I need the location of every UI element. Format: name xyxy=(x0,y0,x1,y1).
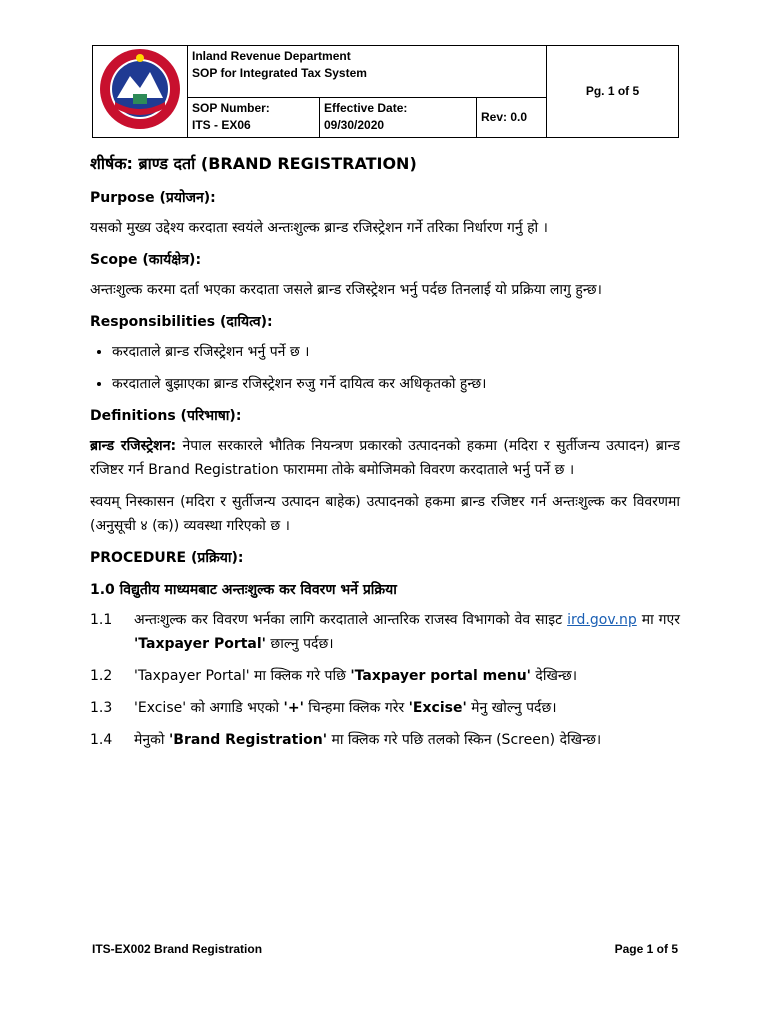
nepal-emblem-logo xyxy=(97,46,183,132)
purpose-text: यसको मुख्य उद्देश्य करदाता स्वयंले अन्तःशुल्क ब्रान्ड रजिस्ट्रेशन गर्ने तरिका निर्धारण गर्नु हो । xyxy=(90,220,548,236)
step-number: 1.3 xyxy=(90,700,113,716)
step-bold-text: 'Excise' xyxy=(408,700,467,716)
scope-heading: Scope (कार्यक्षेत्र): xyxy=(90,252,202,268)
document-title xyxy=(90,152,680,176)
sop-header-table xyxy=(92,45,679,138)
definition-text-1: नेपाल सरकारले भौतिक नियन्त्रण प्रकारको उत्पादनको हकमा (मदिरा र सुर्तीजन्य उत्पादन) ब्रान्ड रजिष्टर गर्न Brand Registration फाराममा तोके बमोजिमको विवरण करदाताले भर्नु पर्ने छ । xyxy=(90,438,680,478)
page-footer xyxy=(92,942,678,956)
definition-term: ब्रान्ड रजिस्ट्रेशन: xyxy=(90,438,177,454)
title-english: (BRAND REGISTRATION) xyxy=(200,154,417,173)
step-text xyxy=(134,696,680,720)
step-text-part: 'Excise' को अगाडि भएको xyxy=(134,700,284,716)
step-text-part: मा गएर xyxy=(636,612,680,628)
procedure-step-1-2 xyxy=(90,664,680,688)
footer-doc-id: ITS-EX002 Brand Registration xyxy=(92,942,263,956)
step-text-part: मा क्लिक गरे पछि तलको स्किन (Screen) देखिन्छ। xyxy=(327,732,602,748)
step-number: 1.4 xyxy=(90,732,113,748)
step-text-part: चिन्हमा क्लिक गरेर xyxy=(303,700,409,716)
step-text xyxy=(134,728,680,752)
step-text-part: 'Taxpayer Portal' मा क्लिक गरे पछि xyxy=(134,668,351,684)
sop-label: SOP Number: xyxy=(192,100,270,115)
step-number: 1.1 xyxy=(90,612,113,628)
step-number: 1.2 xyxy=(90,668,113,684)
procedure-step-1-4 xyxy=(90,728,680,752)
scope-text: अन्तःशुल्क करमा दर्ता भएका करदाता जसले ब्रान्ड रजिस्ट्रेशन भर्नु पर्दछ तिनलाई यो प्रक्रिया लागु हुन्छ। xyxy=(90,282,602,298)
step-bold-text: 'Taxpayer portal menu' xyxy=(350,668,531,684)
title-prefix: शीर्षक: ब्राण्ड दर्ता xyxy=(90,154,196,173)
list-item: • करदाताले बुझाएका ब्रान्ड रजिस्ट्रेशन रुजु गर्ने दायित्व कर अधिकृतको हुन्छ। xyxy=(112,372,680,396)
step-text-part: मेनुको xyxy=(134,732,169,748)
rev-cell xyxy=(477,97,547,137)
definition-paragraph-2: स्वयम् निस्कासन (मदिरा र सुर्तीजन्य उत्पादन बाहेक) उत्पादनको हकमा ब्रान्ड रजिष्टर गर्न अन्तःशुल्क कर विवरणमा (अनुसूची ४ (क)) व्यवस्था गरिएको छ । xyxy=(90,494,680,534)
org-cell xyxy=(188,46,547,98)
date-label: Effective Date: xyxy=(324,100,408,115)
step-text xyxy=(134,664,680,688)
procedure-subheading: 1.0 विद्युतीय माध्यमबाट अन्तःशुल्क कर विवरण भर्ने प्रक्रिया xyxy=(90,582,397,598)
step-text-part: छाल्नु पर्दछ। xyxy=(265,636,334,652)
list-item: • करदाताले ब्रान्ड रजिस्ट्रेशन भर्नु पर्ने छ । xyxy=(112,340,680,364)
rev-value: Rev: 0.0 xyxy=(481,109,528,124)
footer-page-of: of xyxy=(653,942,672,956)
procedure-step-1-3 xyxy=(90,696,680,720)
purpose-heading: Purpose (प्रयोजन): xyxy=(90,190,216,206)
ird-website-link[interactable]: ird.gov.np xyxy=(567,612,637,628)
footer-page-prefix: Page xyxy=(614,942,647,956)
responsibilities-list xyxy=(90,340,680,396)
doc-name: SOP for Integrated Tax System xyxy=(192,66,367,80)
step-text-part: मेनु खोल्नु पर्दछ। xyxy=(466,700,557,716)
step-bold-text: '+' xyxy=(283,700,304,716)
org-name: Inland Revenue Department xyxy=(192,49,351,63)
step-text xyxy=(134,608,680,656)
definitions-heading: Definitions (परिभाषा): xyxy=(90,408,242,424)
sop-number-cell xyxy=(188,97,320,137)
footer-page-current: 1 xyxy=(646,942,654,956)
sop-value: ITS - EX06 xyxy=(192,117,251,132)
footer-page-total: 5 xyxy=(671,942,678,956)
page-cell xyxy=(547,46,679,138)
responsibilities-heading: Responsibilities (दायित्व): xyxy=(90,314,273,330)
page-indicator: Pg. 1 of 5 xyxy=(585,84,640,98)
document-body xyxy=(90,150,680,760)
procedure-heading: PROCEDURE (प्रक्रिया): xyxy=(90,550,244,566)
step-text-part: देखिन्छ। xyxy=(530,668,578,684)
logo-cell xyxy=(93,46,188,138)
definition-paragraph-1 xyxy=(90,434,680,482)
footer-page-number xyxy=(615,942,678,956)
date-value: 09/30/2020 xyxy=(324,117,385,132)
step-bold-text: 'Brand Registration' xyxy=(168,732,327,748)
step-bold-text: 'Taxpayer Portal' xyxy=(134,636,266,652)
effective-date-cell xyxy=(320,97,477,137)
procedure-step-1-1 xyxy=(90,608,680,656)
step-text-part: अन्तःशुल्क कर विवरण भर्नका लागि करदाताले आन्तरिक राजस्व विभागको वेव साइट xyxy=(134,612,568,628)
